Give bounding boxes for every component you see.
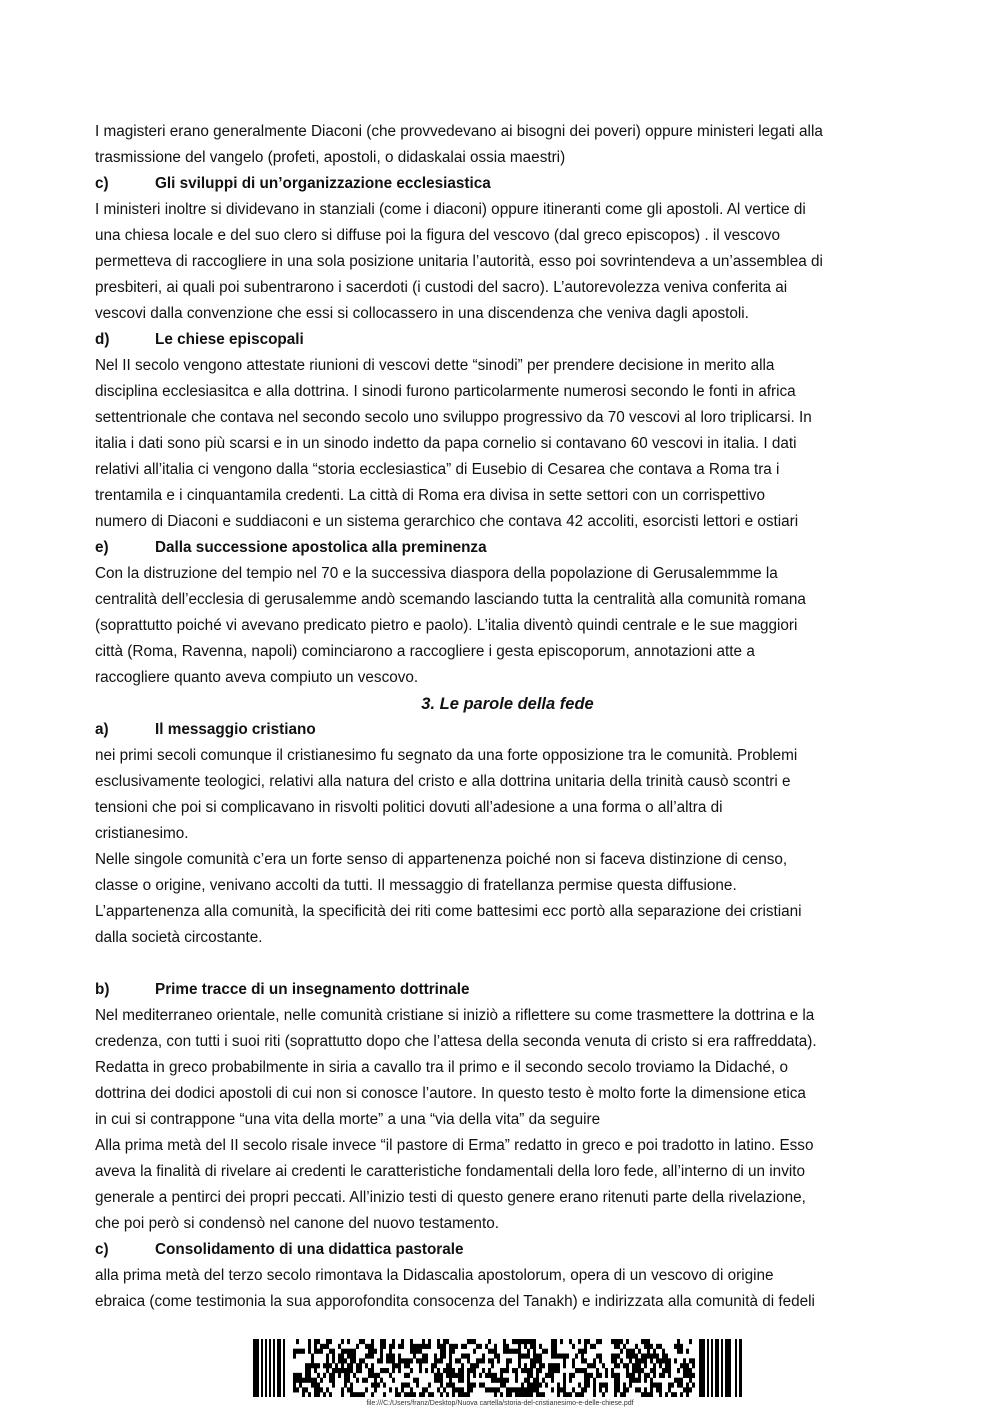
text-line: Redatta in greco probabilmente in siria a cavallo tra il primo e il secondo secolo troviamo la Didaché, o <box>95 1059 788 1076</box>
text-line: una chiesa locale e del suo clero si diffuse poi la figura del vescovo (dal greco episcopos) . il vescovo <box>95 227 781 244</box>
subheading-letter: c) <box>95 175 109 192</box>
text-line: generale a pentirci dei propri peccati. All’inizio testi di questo genere erano ritenuti parte della rivelazione, <box>95 1189 806 1206</box>
subheading-letter: d) <box>95 331 110 348</box>
subheading-title: Prime tracce di un insegnamento dottrinale <box>155 981 470 998</box>
text-line: nei primi secoli comunque il cristianesimo fu segnato da una forte opposizione tra le comunità. Problemi <box>95 747 798 764</box>
text-line: trasmissione del vangelo (profeti, apostoli, o didaskalai ossia maestri) <box>95 149 566 166</box>
text-line: trentamila e i cinquantamila credenti. La città di Roma era divisa in sette settori con un corrispettivo <box>95 487 765 504</box>
paragraph-a-messaggio <box>95 743 910 951</box>
subheading-a-messaggio <box>95 717 910 743</box>
text-line: cristianesimo. <box>95 825 189 842</box>
text-line: I ministeri inoltre si dividevano in stanziali (come i diaconi) oppure itineranti come gli apostoli. Al vertice di <box>95 201 806 218</box>
text-line: italia i dati sono più scarsi e in un sinodo indetto da papa cornelio si contavano 60 vescovi in italia. I dati <box>95 435 797 452</box>
paragraph-d-chiese-episcopali <box>95 353 910 535</box>
paragraph-c-didattica <box>95 1263 910 1315</box>
text-line: Nel II secolo vengono attestate riunioni di vescovi dette “sinodi” per prendere decisione in merito alla <box>95 357 775 374</box>
subheading-title: Il messaggio cristiano <box>155 721 316 738</box>
text-line: aveva la finalità di rivelare ai credenti le caratteristiche fondamentali della loro fede, all’interno di un invito <box>95 1163 805 1180</box>
text-line: Con la distruzione del tempio nel 70 e la successiva diaspora della popolazione di Gerusalemmme la <box>95 565 778 582</box>
text-line: centralità dell’ecclesia di gerusalemme andò scemando lasciando tutta la centralità alla comunità romana <box>95 591 806 608</box>
subheading-b-insegnamento <box>95 977 910 1003</box>
text-line: esclusivamente teologici, relativi alla natura del cristo e alla dottrina unitaria della trinità causò scontri e <box>95 773 791 790</box>
text-line: disciplina ecclesiasitca e alla dottrina. I sinodi furono particolarmente numerosi secondo le fonti in africa <box>95 383 796 400</box>
text-line: Nelle singole comunità c’era un forte senso di appartenenza poiché non si faceva distinzione di censo, <box>95 851 788 868</box>
section-title-parole-della-fede: 3. Le parole della fede <box>421 695 594 713</box>
text-line: classe o origine, venivano accolti da tutti. Il messaggio di fratellanza permise questa diffusione. <box>95 877 737 894</box>
text-line: Alla prima metà del II secolo risale invece “il pastore di Erma” redatto in greco e poi tradotto in latino. Esso <box>95 1137 814 1154</box>
text-line: ebraica (come testimonia la sua apporofondita consocenza del Tanakh) e indirizzata alla comunità di fedeli <box>95 1293 815 1310</box>
subheading-c-organizzazione <box>95 171 910 197</box>
text-line: settentrionale che contava nel secondo secolo uno sviluppo progressivo da 70 vescovi al loro triplicarsi. In <box>95 409 812 426</box>
text-line: numero di Diaconi e suddiaconi e un sistema gerarchico che contava 42 accoliti, esorcisti lettori e ostiari <box>95 513 799 530</box>
text-line: dalla società circostante. <box>95 929 263 946</box>
text-line: relativi all’italia ci vengono dalla “storia ecclesiastica” di Eusebio di Cesarea che contava a Roma tra i <box>95 461 780 478</box>
subheading-title: Consolidamento di una didattica pastorale <box>155 1241 464 1258</box>
subheading-title: Le chiese episcopali <box>155 331 304 348</box>
subheading-letter: c) <box>95 1241 109 1258</box>
text-line: Nel mediterraneo orientale, nelle comunità cristiane si iniziò a riflettere su come trasmettere la dottrina e la <box>95 1007 815 1024</box>
text-line: (soprattutto poiché vi avevano predicato pietro e paolo). L’italia diventò quindi centrale e le sue maggiori <box>95 617 798 634</box>
text-line: raccogliere quanto aveva compiuto un vescovo. <box>95 669 419 686</box>
subheading-letter: a) <box>95 721 109 738</box>
subheading-title: Gli sviluppi di un’organizzazione ecclesiastica <box>155 175 491 192</box>
footer-file-path: file:///C:/Users/franz/Desktop/Nuova cartella/storia-del-cristianesimo-e-delle-chiese.pdf <box>366 1400 634 1407</box>
subheading-e-successione <box>95 535 910 561</box>
subheading-letter: e) <box>95 539 109 556</box>
text-line: che poi però si condensò nel canone del nuovo testamento. <box>95 1215 499 1232</box>
paragraph-c-organizzazione <box>95 197 910 327</box>
subheading-title: Dalla successione apostolica alla preminenza <box>155 539 487 556</box>
paragraph-b-insegnamento <box>95 1003 910 1237</box>
text-line: permetteva di raccogliere in una sola posizione unitaria l’autorità, esso poi sovrintendeva a un’assemblea di <box>95 253 823 270</box>
text-line: città (Roma, Ravenna, napoli) cominciarono a raccogliere i gesta episcoporum, annotazioni atte a <box>95 643 755 660</box>
text-line: alla prima metà del terzo secolo rimontava la Didascalia apostolorum, opera di un vescovo di origine <box>95 1267 774 1284</box>
text-line: tensioni che poi si complicavano in risvolti politici dovuti all’adesione a una forma o all’altra di <box>95 799 723 816</box>
barcode-graphic <box>253 1339 743 1397</box>
text-line: vescovi dalla convenzione che essi si collocassero in una discendenza che veniva dagli apostoli. <box>95 305 749 322</box>
text-line: credenza, con tutti i suoi riti (soprattutto dopo che l’attesa della seconda venuta di cristo si era raffreddata). <box>95 1033 817 1050</box>
barcode-image <box>253 1339 743 1397</box>
text-line: dottrina dei dodici apostoli di cui non si conosce l’autore. In questo testo è molto forte la dimensione etica <box>95 1085 806 1102</box>
blank-line <box>95 951 910 977</box>
text-line: L’appartenenza alla comunità, la specificità dei riti come battesimi ecc portò alla separazione dei cristiani <box>95 903 802 920</box>
subheading-d-chiese-episcopali <box>95 327 910 353</box>
text-line: in cui si contrappone “una vita della morte” a una “via della vita” da seguire <box>95 1111 601 1128</box>
text-line: I magisteri erano generalmente Diaconi (che provvedevano ai bisogni dei poveri) oppure ministeri legati alla <box>95 123 823 140</box>
paragraph-intro <box>95 119 910 171</box>
subheading-c-didattica <box>95 1237 910 1263</box>
subheading-letter: b) <box>95 981 110 998</box>
paragraph-e-successione <box>95 561 910 691</box>
text-line: presbiteri, ai quali poi subentrarono i sacerdoti (i custodi del sacro). L’autorevolezza veniva conferita ai <box>95 279 788 296</box>
page-content <box>95 119 910 1315</box>
